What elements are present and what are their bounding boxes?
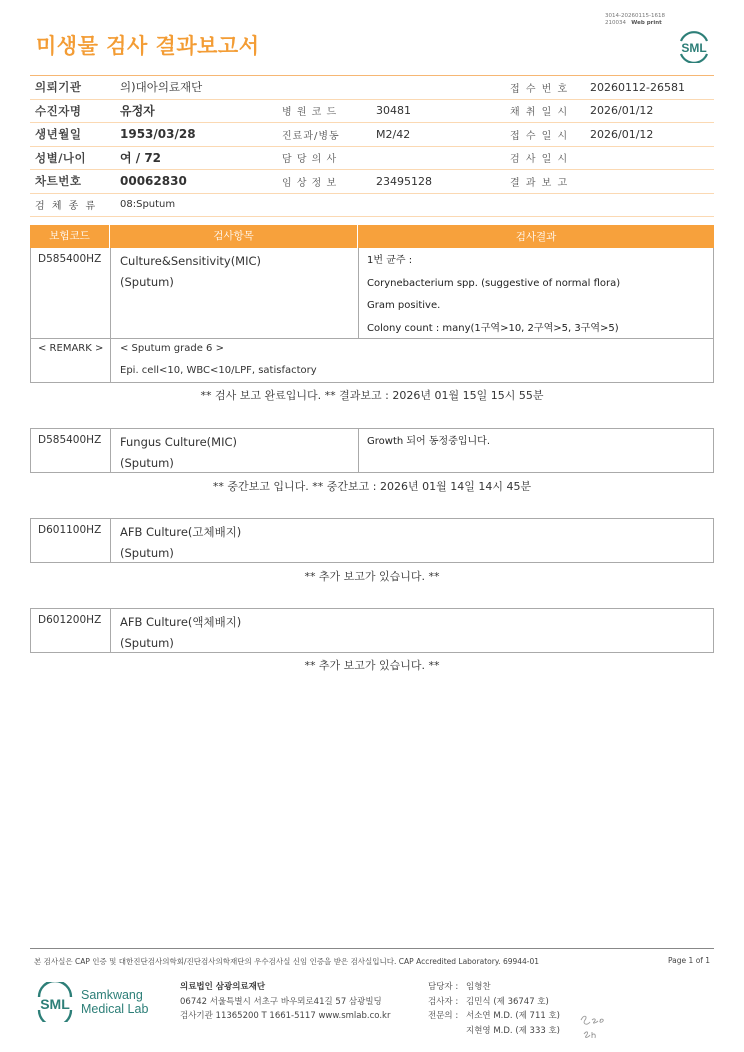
result-line: Growth 되어 동정중입니다. (367, 436, 491, 447)
web-print-label: Web print (631, 20, 662, 26)
info-value: 2026/01/12 (590, 127, 654, 141)
org-contact: 검사기관 11365200 T 1661-5117 www.smlab.co.kr (180, 1011, 391, 1021)
test-result (359, 429, 713, 472)
logo-text: SML (681, 41, 707, 55)
col-header-code: 보험코드 (30, 225, 110, 248)
info-label: 생년월일 (35, 127, 82, 142)
info-value: 00062830 (120, 174, 187, 189)
staff-label: 검사자 : (428, 996, 459, 1007)
info-label: 임 상 정 보 (282, 177, 338, 189)
page-number: Page 1 of 1 (668, 956, 711, 965)
info-label: 병 원 코 드 (282, 107, 338, 119)
test-block (30, 248, 714, 339)
report-status-note: ** 중간보고 입니다. ** 중간보고 : 2026년 01월 14일 14시 45분 (212, 480, 532, 493)
test-block (30, 518, 714, 563)
test-item-specimen: (Sputum) (120, 456, 174, 470)
staff-info (428, 980, 560, 1038)
col-header-result: 검사결과 (515, 231, 557, 243)
org-info (180, 980, 390, 1024)
test-block (30, 428, 714, 473)
page-title: 미생물 검사 결과보고서 (36, 34, 260, 58)
report-status-note: ** 검사 보고 완료입니다. ** 결과보고 : 2026년 01월 15일 15시 55분 (200, 389, 544, 402)
info-label: 담 당 의 사 (282, 154, 338, 166)
info-label: 의뢰기관 (35, 80, 82, 95)
result-line: Corynebacterium spp. (suggestive of normal flora) (367, 277, 621, 289)
signature-icon (578, 1010, 608, 1042)
info-value: 1953/03/28 (120, 127, 196, 142)
report-code-line1: 3014-20260115-1618 (605, 13, 665, 19)
test-item-specimen: (Sputum) (120, 636, 174, 650)
sml-logo-icon (676, 27, 712, 63)
info-label: 수진자명 (35, 103, 82, 118)
info-label: 결 과 보 고 (510, 177, 569, 189)
info-label: 차트번호 (35, 174, 82, 189)
staff-label (428, 1024, 466, 1039)
remark-line: Epi. cell<10, WBC<10/LPF, satisfactory (120, 365, 317, 376)
test-code: D585400HZ (31, 429, 111, 472)
info-value: 2026/01/12 (590, 104, 654, 118)
org-address: 06742 서울특별시 서초구 바우뫼로41길 57 삼광빌딩 (180, 996, 382, 1007)
remark-line: < Sputum grade 6 > (120, 343, 224, 354)
test-code: D585400HZ (31, 248, 111, 338)
info-value: 30481 (376, 104, 411, 118)
info-row (30, 100, 714, 124)
test-item (111, 429, 359, 472)
report-code (605, 13, 665, 27)
info-row-specimen (30, 194, 714, 218)
remark-label: < REMARK > (31, 338, 111, 382)
test-item-specimen: (Sputum) (120, 546, 174, 560)
logo-word: Samkwang (81, 988, 143, 1002)
logo-word: Medical Lab (81, 1002, 149, 1016)
staff-value: 지현영 M.D. (제 333 호) (466, 1025, 561, 1036)
sml-logo-icon (35, 982, 75, 1022)
test-item-name: AFB Culture(액체배지) (120, 615, 242, 629)
test-item (111, 519, 713, 562)
info-row (30, 76, 714, 100)
info-row (30, 170, 714, 194)
info-value: 유정자 (120, 104, 155, 119)
staff-row (428, 995, 560, 1010)
patient-info-table (30, 75, 714, 217)
result-line: Gram positive. (367, 300, 441, 311)
staff-value: 서소연 M.D. (제 711 호) (466, 1011, 561, 1021)
specimen-label: 검 체 종 류 (35, 201, 98, 213)
info-label: 접 수 일 시 (510, 130, 569, 142)
results-header (30, 225, 714, 248)
info-value: 20260112-26581 (590, 80, 685, 94)
org-name: 의료법인 삼광의료재단 (180, 982, 266, 992)
report-code-line2: 210034 (605, 20, 626, 26)
staff-row (428, 980, 560, 995)
info-value: 23495128 (376, 174, 432, 188)
logo-words (81, 988, 148, 1016)
specimen-value: 08:Sputum (120, 199, 176, 211)
remark-text (111, 338, 713, 382)
info-row (30, 123, 714, 147)
test-item-name: AFB Culture(고체배지) (120, 525, 242, 539)
info-label: 채 취 일 시 (510, 107, 569, 119)
info-row (30, 147, 714, 171)
staff-row (428, 1024, 560, 1039)
test-block (30, 608, 714, 653)
info-label: 접 수 번 호 (510, 83, 569, 95)
footer-divider (30, 948, 714, 949)
test-item (111, 248, 359, 338)
info-value: 의)대아의료재단 (120, 80, 203, 95)
test-item-name: Culture&Sensitivity(MIC) (120, 254, 262, 268)
col-header-item: 검사항목 (110, 225, 358, 248)
test-item-specimen: (Sputum) (120, 275, 174, 289)
info-label: 진료과/병동 (282, 130, 340, 142)
staff-row (428, 1009, 560, 1024)
logo-text: SML (40, 996, 70, 1012)
staff-value: 임형찬 (466, 982, 491, 992)
staff-label: 전문의 : (428, 1011, 459, 1021)
result-line: Colony count : many(1구역>10, 2구역>5, 3구역>5) (367, 322, 619, 334)
remark-row (30, 338, 714, 383)
info-value: M2/42 (376, 127, 411, 141)
company-logo (35, 982, 148, 1022)
certification-text: 본 검사실은 CAP 인증 및 대한진단검사의학회/진단검사의학재단의 우수검사실 신임 인증을 받은 검사실입니다. CAP Accredited Laboratory. 69944-01 (34, 957, 540, 966)
result-line: 1번 균주 : (367, 255, 413, 266)
staff-label: 담당자 : (428, 982, 459, 992)
info-value: 여 / 72 (120, 151, 162, 166)
test-code: D601100HZ (31, 519, 111, 562)
test-item (111, 609, 713, 652)
test-item-name: Fungus Culture(MIC) (120, 435, 237, 449)
info-label: 검 사 일 시 (510, 154, 569, 166)
staff-value: 김민식 (제 36747 호) (466, 996, 549, 1007)
report-status-note: ** 추가 보고가 있습니다. ** (304, 659, 440, 672)
test-code: D601200HZ (31, 609, 111, 652)
test-result (359, 248, 713, 338)
report-status-note: ** 추가 보고가 있습니다. ** (304, 570, 440, 583)
info-label: 성별/나이 (35, 150, 87, 165)
